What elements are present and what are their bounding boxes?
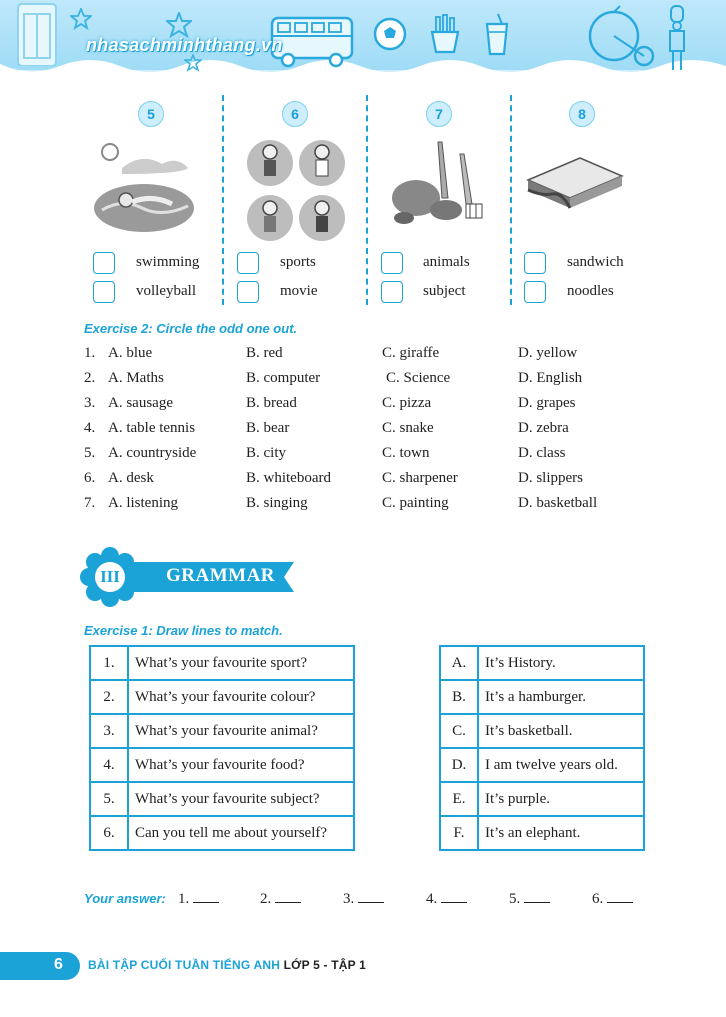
option-label: animals — [423, 254, 470, 270]
exercise-2-label: Exercise 2: — [84, 321, 153, 336]
answer-text: It’s a hamburger. — [478, 680, 644, 714]
option-a[interactable]: A. desk — [108, 470, 154, 486]
column-divider — [222, 95, 224, 305]
item-number-7: 7 — [426, 101, 452, 127]
option-a[interactable]: A. table tennis — [108, 420, 196, 436]
option-a[interactable]: A. listening — [108, 495, 178, 511]
answer-slot-2[interactable] — [260, 889, 301, 908]
option-label: sandwich — [567, 254, 624, 270]
answer-blank[interactable] — [275, 889, 301, 903]
option-label: sports — [280, 254, 316, 270]
question-text: What’s your favourite subject? — [128, 782, 354, 816]
section-numeral: III — [100, 567, 120, 586]
option-b[interactable]: B. computer — [246, 370, 321, 386]
exercise-1-heading — [84, 623, 283, 638]
question-text: What’s your favourite animal? — [128, 714, 354, 748]
slot-number: 2. — [260, 891, 272, 907]
option-d[interactable]: D. English — [518, 370, 583, 386]
table-row[interactable] — [90, 714, 354, 748]
question-number: 4. — [90, 748, 128, 782]
question-number: 4. — [84, 420, 96, 436]
table-row[interactable] — [90, 680, 354, 714]
option-label: subject — [423, 283, 466, 299]
answer-slot-3[interactable] — [343, 889, 384, 908]
section-title: GRAMMAR — [166, 565, 276, 586]
phone-booth-icon — [14, 0, 60, 66]
exercise-2-heading — [84, 321, 297, 336]
footer-title — [88, 958, 366, 972]
answer-blank[interactable] — [358, 889, 384, 903]
option-d[interactable]: D. class — [518, 445, 566, 461]
question-text: What’s your favourite food? — [128, 748, 354, 782]
option-c[interactable]: C. Science — [386, 370, 451, 386]
table-row[interactable] — [90, 748, 354, 782]
question-number: 1. — [84, 345, 96, 361]
option-b[interactable]: B. whiteboard — [246, 470, 331, 486]
answer-blank[interactable] — [193, 889, 219, 903]
answer-text: It’s History. — [478, 646, 644, 680]
answers-table — [439, 645, 645, 851]
table-row[interactable] — [90, 782, 354, 816]
answer-text: I am twelve years old. — [478, 748, 644, 782]
option-a[interactable]: A. sausage — [108, 395, 173, 411]
option-a[interactable]: A. countryside — [108, 445, 197, 461]
option-d[interactable]: D. slippers — [518, 470, 583, 486]
question-number: 1. — [90, 646, 128, 680]
answer-slot-5[interactable] — [509, 889, 550, 908]
slot-number: 1. — [178, 891, 190, 907]
checkbox-swimming[interactable] — [93, 252, 115, 274]
site-name: nhasachminhthang.vn — [86, 35, 283, 55]
answer-blank[interactable] — [607, 889, 633, 903]
option-d[interactable]: D. basketball — [518, 495, 598, 511]
option-c[interactable]: C. town — [382, 445, 430, 461]
fries-icon — [428, 14, 462, 54]
footer-page-tab — [0, 952, 80, 980]
slot-number: 5. — [509, 891, 521, 907]
question-number: 6. — [90, 816, 128, 850]
question-text: What’s your favourite sport? — [128, 646, 354, 680]
drink-cup-icon — [482, 12, 512, 56]
option-label: noodles — [567, 283, 614, 299]
question-number: 2. — [90, 680, 128, 714]
star-icon — [70, 8, 92, 30]
table-row[interactable] — [90, 816, 354, 850]
royal-guard-icon — [662, 4, 692, 74]
slot-number: 6. — [592, 891, 604, 907]
question-text: What’s your favourite colour? — [128, 680, 354, 714]
column-divider — [366, 95, 368, 305]
answer-text: It’s an elephant. — [478, 816, 644, 850]
your-answer-label: Your answer: — [84, 891, 166, 906]
sports-illustration — [244, 138, 348, 244]
swimming-illustration — [92, 138, 196, 236]
slot-number: 4. — [426, 891, 438, 907]
answer-letter: B. — [440, 680, 478, 714]
checkbox-animals[interactable] — [381, 252, 403, 274]
exercise-1-instruction: Draw lines to match. — [156, 623, 283, 638]
answer-letter: F. — [440, 816, 478, 850]
checkbox-noodles[interactable] — [524, 281, 546, 303]
footer-title-main: BÀI TẬP CUỐI TUẦN TIẾNG ANH — [88, 958, 281, 972]
option-d[interactable]: D. grapes — [518, 395, 576, 411]
table-row[interactable] — [440, 782, 644, 816]
option-c[interactable]: C. pizza — [382, 395, 432, 411]
answer-text: It’s basketball. — [478, 714, 644, 748]
checkbox-subject[interactable] — [381, 281, 403, 303]
animals-illustration — [386, 138, 490, 230]
item-number-6: 6 — [282, 101, 308, 127]
option-b[interactable]: B. singing — [246, 495, 308, 511]
checkbox-volleyball[interactable] — [93, 281, 115, 303]
answer-letter: A. — [440, 646, 478, 680]
checkbox-sandwich[interactable] — [524, 252, 546, 274]
question-number: 3. — [90, 714, 128, 748]
option-b[interactable]: B. bear — [246, 420, 290, 436]
question-number: 6. — [84, 470, 96, 486]
answer-blank[interactable] — [441, 889, 467, 903]
table-row[interactable] — [440, 748, 644, 782]
table-row[interactable] — [440, 714, 644, 748]
answer-letter: C. — [440, 714, 478, 748]
answer-slot-1[interactable] — [178, 889, 219, 908]
bicycle-icon — [572, 4, 656, 70]
option-label: volleyball — [136, 283, 196, 299]
exercise-1-label: Exercise 1: — [84, 623, 153, 638]
answer-blank[interactable] — [524, 889, 550, 903]
option-b[interactable]: B. city — [246, 445, 286, 461]
sandwich-illustration — [522, 150, 626, 220]
answer-letter: E. — [440, 782, 478, 816]
table-row[interactable] — [440, 816, 644, 850]
option-a[interactable]: A. Maths — [108, 370, 164, 386]
question-number: 5. — [90, 782, 128, 816]
answer-text: It’s purple. — [478, 782, 644, 816]
table-row[interactable] — [90, 646, 354, 680]
slot-number: 3. — [343, 891, 355, 907]
answer-slot-4[interactable] — [426, 889, 467, 908]
option-label: movie — [280, 283, 318, 299]
option-c[interactable]: C. giraffe — [382, 345, 440, 361]
table-row[interactable] — [440, 680, 644, 714]
checkbox-movie[interactable] — [237, 281, 259, 303]
questions-table — [89, 645, 355, 851]
option-d[interactable]: D. zebra — [518, 420, 569, 436]
soccer-ball-icon — [372, 16, 408, 52]
option-c[interactable]: C. snake — [382, 420, 434, 436]
option-c[interactable]: C. sharpener — [382, 470, 458, 486]
question-number: 2. — [84, 370, 96, 386]
option-c[interactable]: C. painting — [382, 495, 449, 511]
option-label: swimming — [136, 254, 200, 270]
option-a[interactable]: A. blue — [108, 345, 153, 361]
exercise-2-instruction: Circle the odd one out. — [156, 321, 298, 336]
star-icon — [184, 54, 202, 72]
option-d[interactable]: D. yellow — [518, 345, 578, 361]
column-divider — [510, 95, 512, 305]
item-number-8: 8 — [569, 101, 595, 127]
item-number-5: 5 — [138, 101, 164, 127]
option-b[interactable]: B. bread — [246, 395, 297, 411]
answer-slot-6[interactable] — [592, 889, 633, 908]
page-number: 6 — [54, 956, 63, 973]
answer-letter: D. — [440, 748, 478, 782]
table-row[interactable] — [440, 646, 644, 680]
question-number: 3. — [84, 395, 96, 411]
option-b[interactable]: B. red — [246, 345, 283, 361]
question-number: 5. — [84, 445, 96, 461]
checkbox-sports[interactable] — [237, 252, 259, 274]
footer-title-volume: LỚP 5 - TẬP 1 — [283, 958, 367, 972]
question-number: 7. — [84, 495, 96, 511]
question-text: Can you tell me about yourself? — [128, 816, 354, 850]
